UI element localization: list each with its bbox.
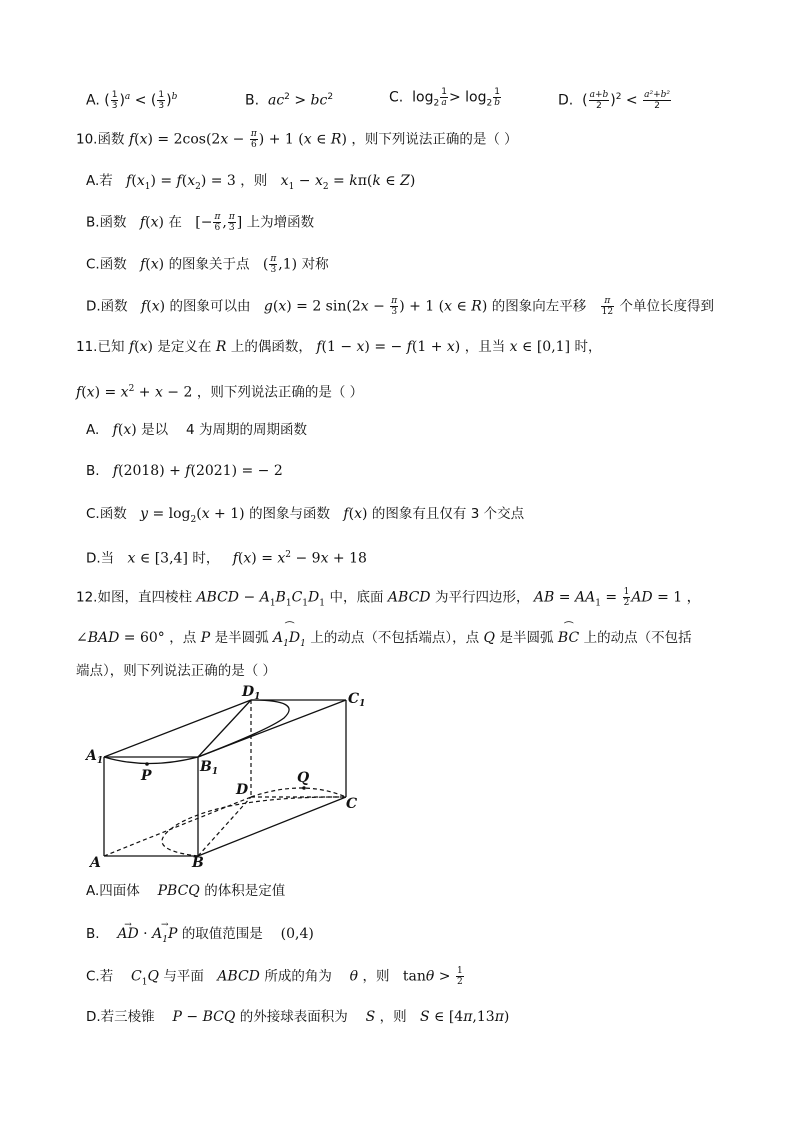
figure-labels — [84, 684, 365, 869]
q11-a-text: 是以 — [141, 422, 169, 438]
q12-stem: 12.如图，直四棱柱 ABCD − $A_1B_1C_1D_1$ 中，底面 ABCD 为平行四边形， AB = $AA_1$ = $\frac{1}{2}$ AD = 1 ， — [76, 587, 701, 609]
q11-stem-line2: $f(x) = x^2 + x - 2$ ，则下列说法正确的是（ ） — [76, 384, 364, 401]
q12-stem-text4: ，点 — [169, 630, 197, 646]
q10-stem-text: 函数 — [97, 131, 125, 148]
q9-option-d: D. ( $\frac{a+b}{2}$ )$^2$ < $\frac{\text{a²+b²}}{2}$ — [558, 90, 671, 112]
q11-stem-text1: 已知 — [97, 339, 125, 355]
q10-c-label: C.函数 — [86, 256, 127, 273]
hidden-edge-bd — [198, 797, 251, 856]
q12-stem-line2: ∠BAD = 60° ，点 P 是半圆弧 ⏜ $A_1D_1$ 上的动点（不包括端点），点 Q 是半圆弧 ⏜ BC 上的动点（不包括 — [76, 628, 692, 654]
q11-stem-text2: 是定义在 — [157, 339, 212, 355]
svg-text:B1 — [199, 759, 218, 777]
q9-option-b: B. $ac^2 > bc^2$ — [245, 92, 334, 109]
point-q — [302, 786, 306, 790]
label-p: P — [141, 768, 152, 784]
q11-option-b: B. f(2018) + f(2021) = − 2 — [86, 463, 283, 479]
q12-b-text: 的取值范围是 — [181, 926, 263, 942]
q12-stem-text9: 端点），则下列说法正确的是（ ） — [76, 663, 277, 679]
q10-stem-tail: ，则下列说法正确的是（ ） — [351, 131, 518, 148]
q12-c-label: C.若 — [86, 968, 114, 985]
prism-figure — [78, 684, 378, 869]
q12-stem-line3 — [76, 661, 276, 681]
svg-text:A1 — [84, 748, 103, 766]
q10-option-d: D.函数 f(x) 的图象可以由 g(x) = 2 sin(2x − $\frac{\pi}{3}$ ) + 1 (x ∈ R) 的图象向左平移 $\frac{\pi}{12}$ 个单位长度得到 — [86, 296, 715, 317]
label-c: C — [346, 796, 358, 812]
q12-d-text: 的外接球表面积为 — [239, 1009, 348, 1025]
q11-option-c: C.函数 $y = \log_2(x + 1)$ 的图象与函数 f(x) 的图象有且仅有 3 个交点 — [86, 506, 525, 525]
q12-a-text: 的体积是定值 — [204, 883, 286, 899]
arc-a1-p — [104, 757, 198, 764]
point-p — [145, 762, 149, 766]
q11-stem-text3: 上的偶函数， — [230, 339, 312, 355]
q11-b-label: B. — [86, 463, 100, 479]
q11-stem-text5: 时， — [574, 339, 602, 355]
q12-option-b: B. → AD · → $A_1P$ 的取值范围是 (0,4) — [86, 924, 314, 950]
q12-c-text3: ，则 — [362, 968, 390, 985]
q12-option-d: D.若三棱锥 P − BCQ 的外接球表面积为 S ，则 S ∈ [4π,13π) — [86, 1009, 510, 1025]
q12-c-text2: 所成的角为 — [264, 968, 332, 985]
q11-stem: 11.已知 f(x) 是定义在 R 上的偶函数， f(1 − x) = − f(1 + x) ，且当 x ∈ [0,1] 时， — [76, 339, 602, 355]
q12-stem-text8: 上的动点（不包括 — [583, 630, 692, 646]
q9-c-label: C. — [389, 89, 404, 106]
q10-a-label: A.若 — [86, 173, 113, 189]
q12-stem-text2: 中，底面 — [329, 589, 384, 606]
q10-d-text3: 个单位长度得到 — [619, 298, 715, 315]
q11-stem-text6: ，则下列说法正确的是（ ） — [196, 384, 364, 401]
q12-c-text: 与平面 — [163, 968, 204, 985]
q9-a-label: A. — [86, 92, 100, 109]
q10-d-text2: 的图象向左平移 — [491, 298, 587, 315]
q12-d-text2: ，则 — [379, 1009, 407, 1025]
q9-b-label: B. — [245, 92, 260, 109]
q11-option-d: D.当 x ∈ [3,4] 时， $f(x) = x^2 - 9x + 18$ — [86, 550, 367, 567]
q10-c-text: 的图象关于点 — [168, 256, 250, 273]
q10-b-label: B.函数 — [86, 214, 127, 231]
q10-option-b: B.函数 f(x) 在 [− $\frac{\pi}{6}$ , $\frac{\pi}{3}$ ] 上为增函数 — [86, 212, 315, 233]
hidden-arc-dq — [251, 788, 346, 797]
edge-b1d1 — [198, 700, 251, 757]
q11-c-text2: 的图象有且仅有 3 个交点 — [371, 506, 525, 522]
q11-d-text: 时， — [192, 550, 220, 567]
label-b1-sub: 1 — [211, 767, 219, 777]
q12-stem-text6: 上的动点（不包括端点），点 — [310, 630, 480, 646]
q10-option-c: C.函数 f(x) 的图象关于点 ( $\frac{\pi}{3}$ ,1) 对称 — [86, 254, 329, 275]
q11-stem-text4: ，且当 — [464, 339, 506, 355]
q12-option-a: A.四面体 PBCQ 的体积是定值 — [86, 883, 286, 899]
svg-text:C1 — [348, 691, 365, 709]
label-b: B — [192, 855, 204, 869]
q11-number: 11. — [76, 339, 98, 355]
q12-stem-text3: 为平行四边形， — [434, 589, 530, 606]
q9-option-a: A. ( $\frac{1}{3}$ )$^a$ < ( $\frac{1}{3}$ )$^b$ — [86, 90, 178, 112]
svg-text:D1 — [241, 684, 260, 702]
q10-stem: 10.函数 f(x) = 2cos(2x − $\frac{\pi}{6}$ ) + 1 (x ∈ R) ，则下列说法正确的是（ ） — [76, 129, 518, 150]
q12-option-c: C.若 $C_1Q$ 与平面 ABCD 所成的角为 θ ，则 tanθ > $\frac{1}{2}$ — [86, 966, 463, 988]
label-a1: A — [86, 748, 97, 764]
q11-a-period: 4 — [185, 422, 195, 438]
q12-b-range: (0,4) — [280, 926, 314, 942]
label-c1: C — [348, 691, 360, 707]
q9-option-c: C. $\log_2$ $\frac{1}{a}$ > $\log_2$ $\frac{1}{b}$ — [389, 87, 500, 109]
q12-stem-text5: 是半圆弧 — [214, 630, 269, 646]
q10-d-text: 的图象可以由 — [169, 298, 251, 315]
q10-number: 10. — [76, 131, 98, 148]
q12-d-label: D.若三棱锥 — [86, 1009, 155, 1025]
label-d: D — [236, 782, 249, 798]
q12-stem-text7: 是半圆弧 — [499, 630, 554, 646]
label-d1-sub: 1 — [254, 692, 261, 702]
q10-option-a: A.若 $f(x_1) = f(x_2) = 3$ ，则 $x_1 - x_2 = k\pi(k$ ∈ Z) — [86, 173, 416, 192]
q11-c-label: C.函数 — [86, 506, 127, 522]
label-a1-sub: 1 — [96, 756, 104, 766]
q12-b-label: B. — [86, 926, 100, 942]
label-a: A — [90, 855, 101, 869]
label-c1-sub: 1 — [359, 699, 366, 709]
edge-bc — [198, 797, 346, 856]
label-d1: D — [242, 684, 255, 700]
q12-stem-text1: 如图，直四棱柱 — [97, 589, 192, 606]
q12-a-label: A.四面体 — [86, 883, 140, 899]
edge-a1d1 — [104, 700, 251, 757]
q10-a-text: ，则 — [240, 173, 268, 189]
q11-c-text: 的图象与函数 — [249, 506, 331, 522]
label-q: Q — [297, 770, 310, 786]
q11-d-label: D.当 — [86, 550, 115, 567]
q9-d-label: D. — [558, 92, 574, 109]
q10-b-text: 在 — [168, 214, 182, 231]
hidden-arc-bc — [162, 797, 346, 856]
q10-b-text2: 上为增函数 — [246, 214, 315, 231]
q11-option-a: A. f(x) 是以 4 为周期的周期函数 — [86, 422, 307, 438]
q12-number: 12. — [76, 589, 98, 606]
q11-a-label: A. — [86, 422, 100, 438]
label-b1: B — [200, 759, 212, 775]
q11-a-text3: 为周期的周期函数 — [199, 422, 307, 438]
q10-d-label: D.函数 — [86, 298, 128, 315]
q10-c-text2: 对称 — [301, 256, 329, 273]
